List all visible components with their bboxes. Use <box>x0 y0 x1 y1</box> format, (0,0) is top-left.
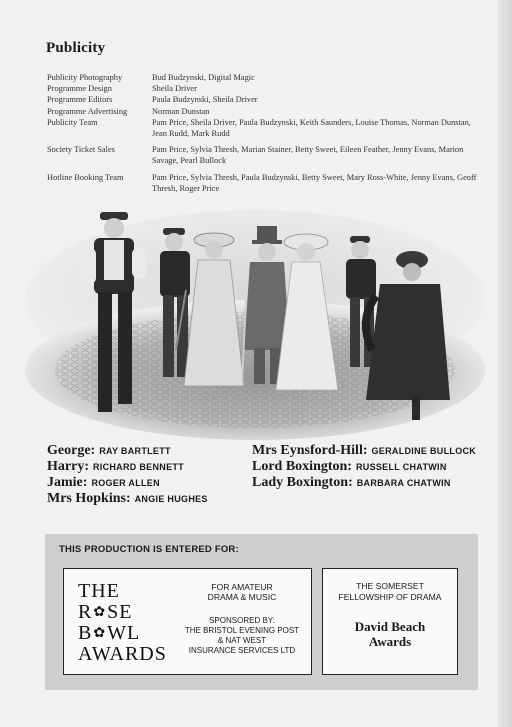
rose-bowl-aim <box>176 582 308 602</box>
sponsor-line: THE BRISTOL EVENING POST <box>184 626 300 635</box>
somerset-award <box>323 619 457 649</box>
logo-letter: SE <box>107 601 133 623</box>
cast-role: Mrs Hopkins: <box>47 491 131 506</box>
credit-label: Programme Advertising <box>47 106 128 116</box>
cast-role: Harry: <box>47 459 89 474</box>
cast-actor: ANGIE HUGHES <box>134 494 208 504</box>
credit-value: Bud Budzynski, Digital Magic <box>152 73 255 82</box>
entry-heading: THIS PRODUCTION IS ENTERED FOR: <box>59 544 239 555</box>
section-title: Publicity <box>46 40 106 56</box>
cast-list-left <box>47 443 208 507</box>
credit-value: Paula Budzynski, Sheila Driver <box>152 95 258 105</box>
logo-line: THE <box>78 580 120 602</box>
credit-value: Pam Price, Sylvia Thresh, Marian Stainer, Betty Sweet, Eileen Feather, Jenny Evans, Marion Savage, Pearl Bullock <box>152 145 464 166</box>
somerset-line: FELLOWSHIP OF DRAMA <box>338 592 442 602</box>
somerset-org <box>323 581 457 603</box>
cast-entry <box>252 443 476 459</box>
logo-line: AWARDS <box>78 643 167 665</box>
logo-letter: B <box>78 622 93 644</box>
credit-row <box>47 94 477 105</box>
cast-entry <box>47 491 208 507</box>
cast-actor: ROGER ALLEN <box>91 478 160 488</box>
cast-entry <box>252 459 476 475</box>
somerset-line: THE SOMERSET <box>356 581 424 591</box>
cast-role: Lady Boxington: <box>252 475 353 490</box>
credit-row <box>47 72 477 83</box>
credit-label: Publicity Team <box>47 117 98 127</box>
page-edge <box>498 0 512 727</box>
credit-label: Society Ticket Sales <box>47 145 115 155</box>
rose-bowl-card <box>63 568 312 675</box>
logo-line <box>78 623 174 644</box>
credit-value: Norman Dunstan <box>152 106 210 116</box>
cast-entry <box>47 443 208 459</box>
cast-entry <box>47 475 208 491</box>
credit-label: Programme Design <box>47 84 112 94</box>
credit-value: Pam Price, Sheila Driver, Paula Budzynski, Keith Saunders, Louise Thomas, Norman Dunstan, Jean Rudd, Mark Rudd <box>152 117 471 139</box>
rose-bowl-info <box>176 582 308 656</box>
award-line: Awards <box>368 634 412 649</box>
logo-letter: WL <box>107 622 141 644</box>
somerset-fellowship-card <box>322 568 458 675</box>
logo-line <box>78 602 174 623</box>
rose-icon: ✿ <box>93 626 107 641</box>
cast-role: Jamie: <box>47 475 88 490</box>
aim-line: DRAMA & MUSIC <box>207 592 277 602</box>
cast-actor: RAY BARTLETT <box>99 446 171 456</box>
aim-line: FOR AMATEUR <box>211 582 273 592</box>
credit-label: Publicity Photography <box>47 73 123 82</box>
cast-photo <box>20 200 490 450</box>
sponsor-line: INSURANCE SERVICES LTD <box>188 646 296 655</box>
cast-role: Mrs Eynsford-Hill: <box>252 443 368 458</box>
cast-entry <box>47 459 208 475</box>
credit-value: Pam Price, Sylvia Thresh, Paula Budzynski, Betty Sweet, Mary Ross-White, Jenny Evans, Geoff Thresh, Roger Price <box>152 172 477 193</box>
award-line: David Beach <box>354 619 426 634</box>
credits-list <box>47 72 477 194</box>
cast-actor: GERALDINE BULLOCK <box>371 446 477 456</box>
competition-entry-box <box>45 534 478 690</box>
credit-row <box>47 144 477 166</box>
logo-letter: R <box>78 601 93 623</box>
credit-row <box>47 117 477 139</box>
credit-row <box>47 172 477 194</box>
cast-actor: RUSSELL CHATWIN <box>355 462 447 472</box>
credit-row <box>47 83 477 94</box>
credit-label: Programme Editors <box>47 95 113 105</box>
cast-photo-illustration <box>20 200 490 450</box>
credit-value: Sheila Driver <box>152 84 197 94</box>
cast-actor: BARBARA CHATWIN <box>356 478 451 488</box>
sponsor-line: & NAT WEST <box>217 636 267 645</box>
credit-row <box>47 106 477 117</box>
rose-icon: ✿ <box>93 605 107 620</box>
cast-role: George: <box>47 443 96 458</box>
cast-list-right <box>252 443 476 491</box>
rose-bowl-logo <box>78 581 174 665</box>
cast-role: Lord Boxington: <box>252 459 352 474</box>
cast-actor: RICHARD BENNETT <box>92 462 184 472</box>
sponsor-line: SPONSORED BY: <box>209 616 275 625</box>
cast-entry <box>252 475 476 491</box>
credit-label: Hotline Booking Team <box>47 172 124 182</box>
